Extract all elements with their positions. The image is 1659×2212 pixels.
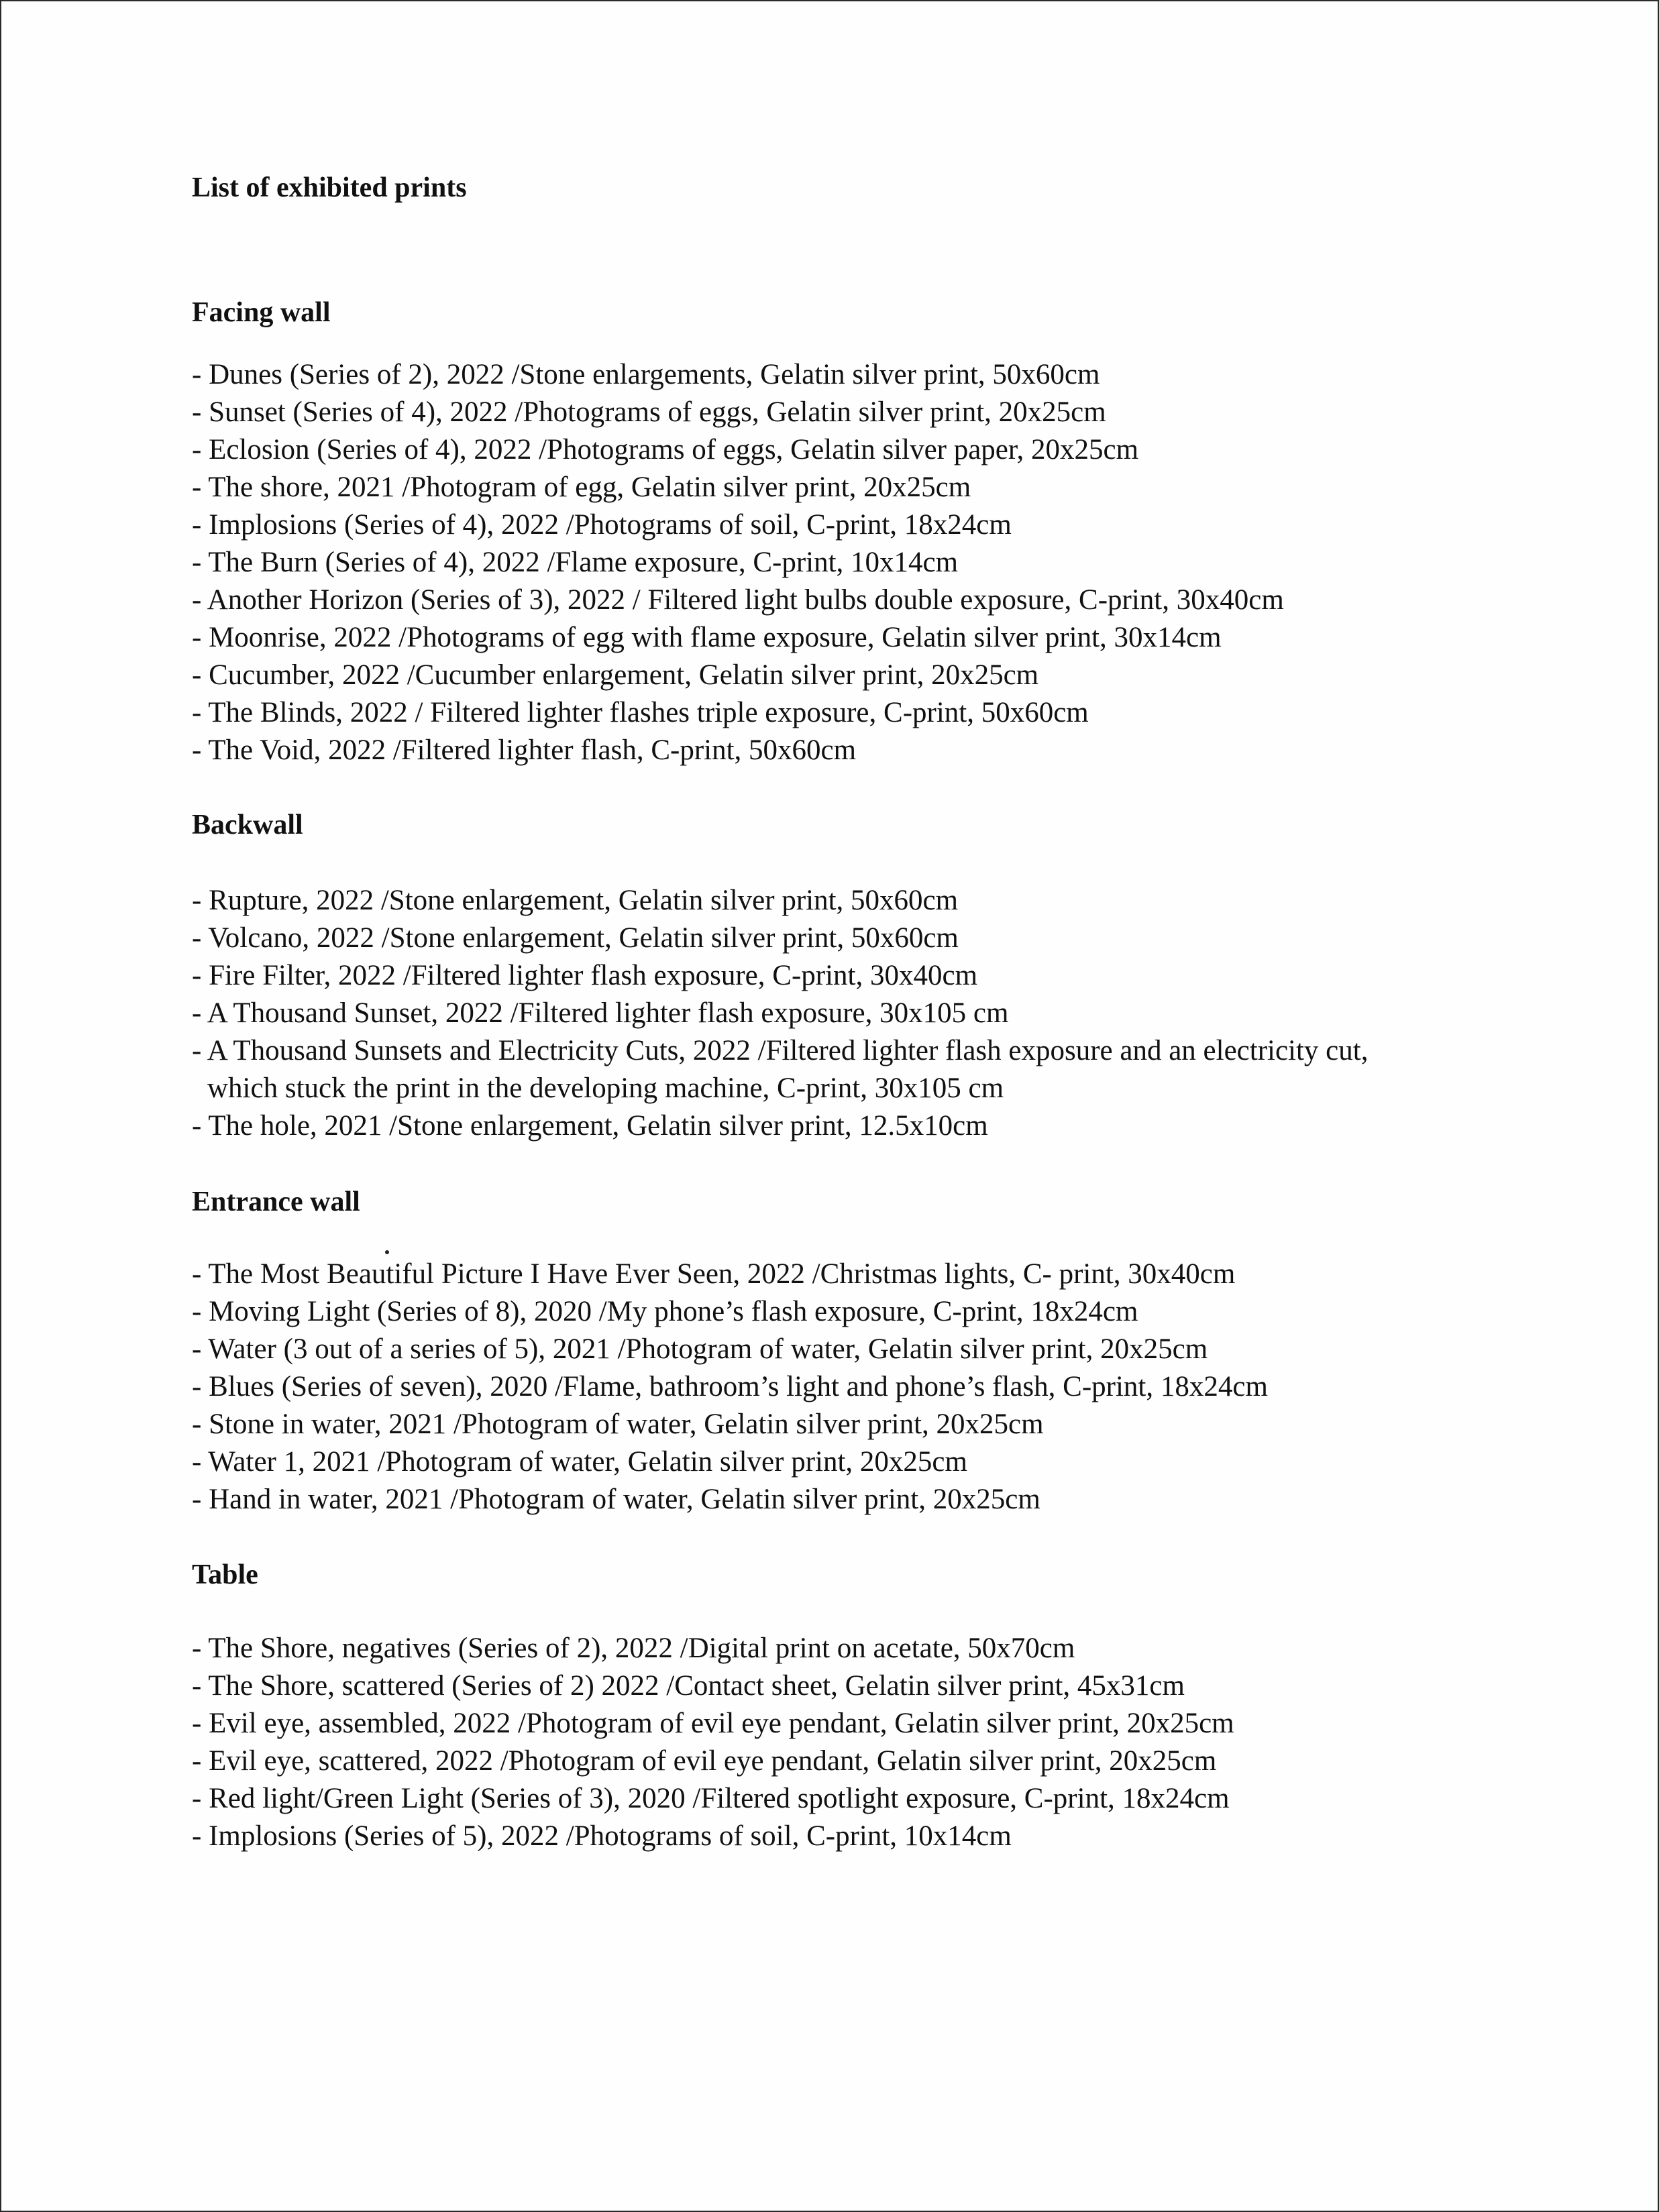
list-item: - Implosions (Series of 5), 2022 /Photograms of soil, C-print, 10x14cm	[192, 1820, 1012, 1852]
list-item: - The Void, 2022 /Filtered lighter flash, C-print, 50x60cm	[192, 734, 857, 766]
list-item: - Moonrise, 2022 /Photograms of egg with flame exposure, Gelatin silver print, 30x14cm	[192, 622, 1222, 653]
list-item: - Dunes (Series of 2), 2022 /Stone enlargements, Gelatin silver print, 50x60cm	[192, 359, 1100, 390]
list-item: - The Burn (Series of 4), 2022 /Flame exposure, C-print, 10x14cm	[192, 547, 959, 578]
list-item: - Stone in water, 2021 /Photogram of water, Gelatin silver print, 20x25cm	[192, 1408, 1044, 1440]
list-item: - The shore, 2021 /Photogram of egg, Gelatin silver print, 20x25cm	[192, 472, 971, 503]
page-title: List of exhibited prints	[192, 172, 467, 203]
list-item: - Eclosion (Series of 4), 2022 /Photograms of eggs, Gelatin silver paper, 20x25cm	[192, 434, 1139, 465]
list-item: - Volcano, 2022 /Stone enlargement, Gelatin silver print, 50x60cm	[192, 922, 959, 954]
list-item: - Another Horizon (Series of 3), 2022 / Filtered light bulbs double exposure, C-print, 30x40cm	[192, 584, 1284, 616]
section-heading-entrance-wall: Entrance wall	[192, 1186, 360, 1217]
print-list-entrance-wall	[192, 1256, 1534, 1518]
list-item: - A Thousand Sunsets and Electricity Cuts, 2022 /Filtered lighter flash exposure and an electricity cut, which stuck the print in the developing machine, C-print, 30x105 cm	[192, 1035, 1369, 1104]
list-item: - The hole, 2021 /Stone enlargement, Gelatin silver print, 12.5x10cm	[192, 1110, 988, 1142]
list-item: - Red light/Green Light (Series of 3), 2020 /Filtered spotlight exposure, C-print, 18x24cm	[192, 1783, 1230, 1814]
section-heading-facing-wall: Facing wall	[192, 297, 331, 328]
list-item: - Moving Light (Series of 8), 2020 /My phone’s flash exposure, C-print, 18x24cm	[192, 1296, 1138, 1327]
print-list-table	[192, 1630, 1534, 1855]
list-item: - Implosions (Series of 4), 2022 /Photograms of soil, C-print, 18x24cm	[192, 509, 1012, 541]
list-item: - Evil eye, scattered, 2022 /Photogram of evil eye pendant, Gelatin silver print, 20x25cm	[192, 1745, 1217, 1777]
list-item: - Evil eye, assembled, 2022 /Photogram of evil eye pendant, Gelatin silver print, 20x25cm	[192, 1708, 1234, 1739]
list-item: - A Thousand Sunset, 2022 /Filtered lighter flash exposure, 30x105 cm	[192, 997, 1009, 1029]
section-heading-backwall: Backwall	[192, 810, 303, 840]
list-item: - Water 1, 2021 /Photogram of water, Gelatin silver print, 20x25cm	[192, 1446, 967, 1478]
print-list-facing-wall	[192, 356, 1534, 769]
list-item: - The Shore, scattered (Series of 2) 2022 /Contact sheet, Gelatin silver print, 45x31cm	[192, 1670, 1185, 1702]
list-item: - Fire Filter, 2022 /Filtered lighter flash exposure, C-print, 30x40cm	[192, 960, 978, 991]
list-item: - The Most Beautiful Picture I Have Ever Seen, 2022 /Christmas lights, C- print, 30x40cm	[192, 1258, 1236, 1290]
list-item: - Blues (Series of seven), 2020 /Flame, bathroom’s light and phone’s flash, C-print, 18x24cm	[192, 1371, 1268, 1402]
section-heading-table: Table	[192, 1559, 258, 1590]
list-item: - Cucumber, 2022 /Cucumber enlargement, Gelatin silver print, 20x25cm	[192, 659, 1039, 691]
list-item: - Sunset (Series of 4), 2022 /Photograms of eggs, Gelatin silver print, 20x25cm	[192, 396, 1106, 428]
list-item: - Water (3 out of a series of 5), 2021 /Photogram of water, Gelatin silver print, 20x25cm	[192, 1333, 1208, 1365]
list-item: - The Blinds, 2022 / Filtered lighter flashes triple exposure, C-print, 50x60cm	[192, 697, 1089, 728]
scan-speck	[385, 1250, 389, 1254]
list-item: - Hand in water, 2021 /Photogram of water, Gelatin silver print, 20x25cm	[192, 1484, 1040, 1515]
list-item: - Rupture, 2022 /Stone enlargement, Gelatin silver print, 50x60cm	[192, 885, 959, 916]
print-list-backwall	[192, 882, 1534, 1145]
list-item: - The Shore, negatives (Series of 2), 2022 /Digital print on acetate, 50x70cm	[192, 1633, 1075, 1664]
